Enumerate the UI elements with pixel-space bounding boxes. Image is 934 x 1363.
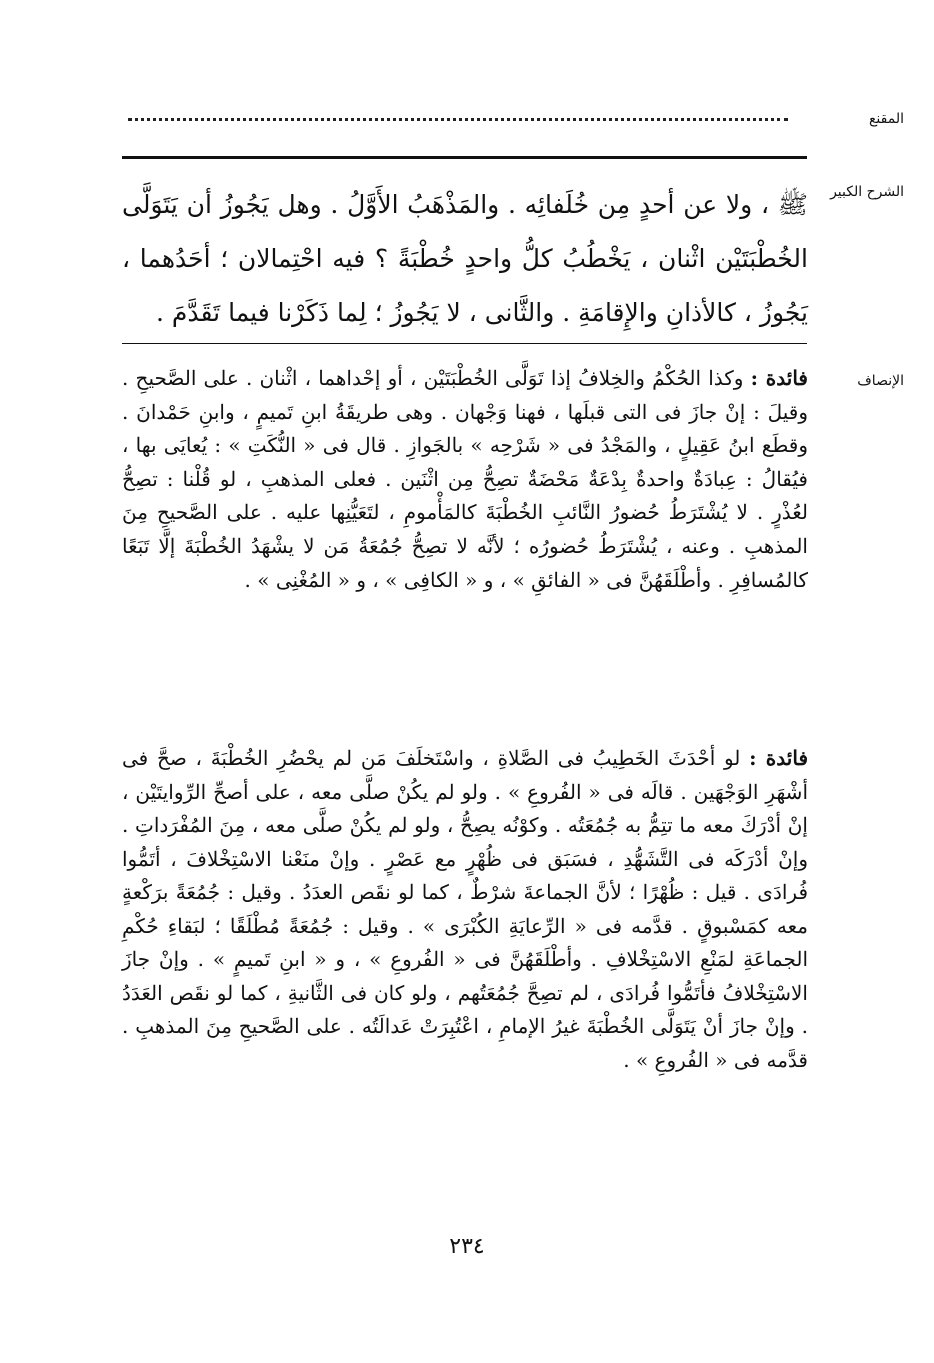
faida-label-1: فائدة : (750, 366, 808, 390)
insaf-paragraph-1 (122, 362, 808, 597)
insaf-margin-label: الإنصاف (857, 373, 904, 389)
insaf-paragraph-2 (122, 742, 808, 1077)
faida-label-2: فائدة : (749, 746, 809, 770)
sharh-text: ﷺ ، ولا عن أحدٍ مِن خُلَفائِه . والمَذْهَبُ الأَوَّلُ . وهل يَجُوزُ أن يَتَوَلَّى الخُطْبَتَيْن اثْنان ، يَخْطُبُ كلُّ واحدٍ خُطْبَةً ؟ فيه احْتِمالان ؛ أحَدُهما ، يَجُوزُ ، كالأذانِ والإِقامَةِ . والثَّانى ، لا يَجُوزُ ؛ لِما ذَكَرْنا فيما تَقَدَّمَ . (122, 190, 808, 327)
section-rule-middle (122, 343, 807, 344)
insaf-paragraph-1-text: وكذا الحُكْمُ والخِلافُ إذا تَوَلَّى الخُطْبَتَيْن ، أو إحْداهما ، اثْنان . على الصَّحيحِ . وقيلَ : إنْ جازَ فى التى قبلَها ، فهنا وَجْهان . وهى طريقَةُ ابنِ تَميمٍ ، وابنِ حَمْدانَ . وقطَع ابنُ عَقِيلٍ ، والمَجْدُ فى « شَرْحِه » بالجَوازِ . قال فى « النُّكَتِ » : يُعايَى بها ، فيُقالُ : عِبادَةٌ واحدةٌ بِدْعَةٌ مَحْضَةٌ تصِحُّ مِن اثْنَين . فعلى المذهبِ ، لو قُلْنا : تصِحُّ لعُذْرٍ . لا يُشْتَرَطُ حُضورُ النَّائبِ الخُطْبَةَ كالمَأْمومِ ، لتَعَيُّنِها عليه . على الصَّحيحِ مِنَ المذهبِ . وعنه ، يُشْتَرَطُ حُضورُه ؛ لأنَّه لا تصِحُّ جُمُعَةُ مَن لا يشْهَدُ الخُطْبَةَ إلَّا تَبَعًا كالمُسافِرِ . وأطْلَقَهُنَّ فى « الفائقِ » ، و « الكافِى » ، و « المُغْنِى » . (122, 366, 808, 592)
page-number: ٢٣٤ (449, 1234, 485, 1259)
section-rule-top (122, 156, 807, 159)
dotted-separator (128, 118, 788, 121)
top-margin-label: المقنع (868, 111, 904, 127)
sharh-margin-label: الشرح الكبير (830, 184, 904, 200)
insaf-paragraph-2-text: لو أحْدَثَ الخَطِيبُ فى الصَّلاةِ ، واسْتَخلَفَ مَن لم يحْضُرِ الخُطْبَةَ ، صحَّ فى أشْهَرِ الوَجْهَين . قالَه فى « الفُروعِ » . ولو لم يكُنْ صلَّى معه ، على أصحِّ الرِّوايتَيْن ، إنْ أدْرَكَ معه ما تتِمُّ به جُمُعَتُه . وكوْنُه يصِحُّ ، ولو لم يكُنْ صلَّى معه ، مِنَ المُفْرَداتِ . وإنْ أدْرَكَه فى التَّشَهُّدِ ، فسَبَق فى ظُهْرٍ مع عَصْرٍ . وإنْ منَعْنا الاسْتِخْلافَ ، أتَمُّوا فُرادَى . قيل : ظُهْرًا ؛ لأنَّ الجماعةَ شرْطٌ ، كما لو نقَص العدَدُ . وقيل : جُمُعَةً برَكْعةٍ معه كمَسْبوقٍ . قدَّمه فى « الرِّعايَةِ الكُبْرَى » . وقيل : جُمُعَةً مُطْلَقًا ؛ لبَقاءِ حُكْمِ الجماعَةِ لمَنْعِ الاسْتِخْلافِ . وأطْلَقَهُنَّ فى « الفُروعِ » ، و « ابنِ تَميمٍ » . وإنْ جازَ الاسْتِخْلافُ فأتَمُّوا فُرادَى ، لم تصِحَّ جُمُعَتُهم ، ولو كان فى الثَّانيةِ ، كما لو نقَص العَدَدُ . وإنْ جازَ أنْ يَتَوَلَّى الخُطْبَةَ غيرُ الإمامِ ، اعْتُبِرَتْ عَدالَتُه . على الصَّحيحِ مِنَ المذهبِ . قدَّمه فى « الفُروعِ » . (122, 746, 808, 1072)
